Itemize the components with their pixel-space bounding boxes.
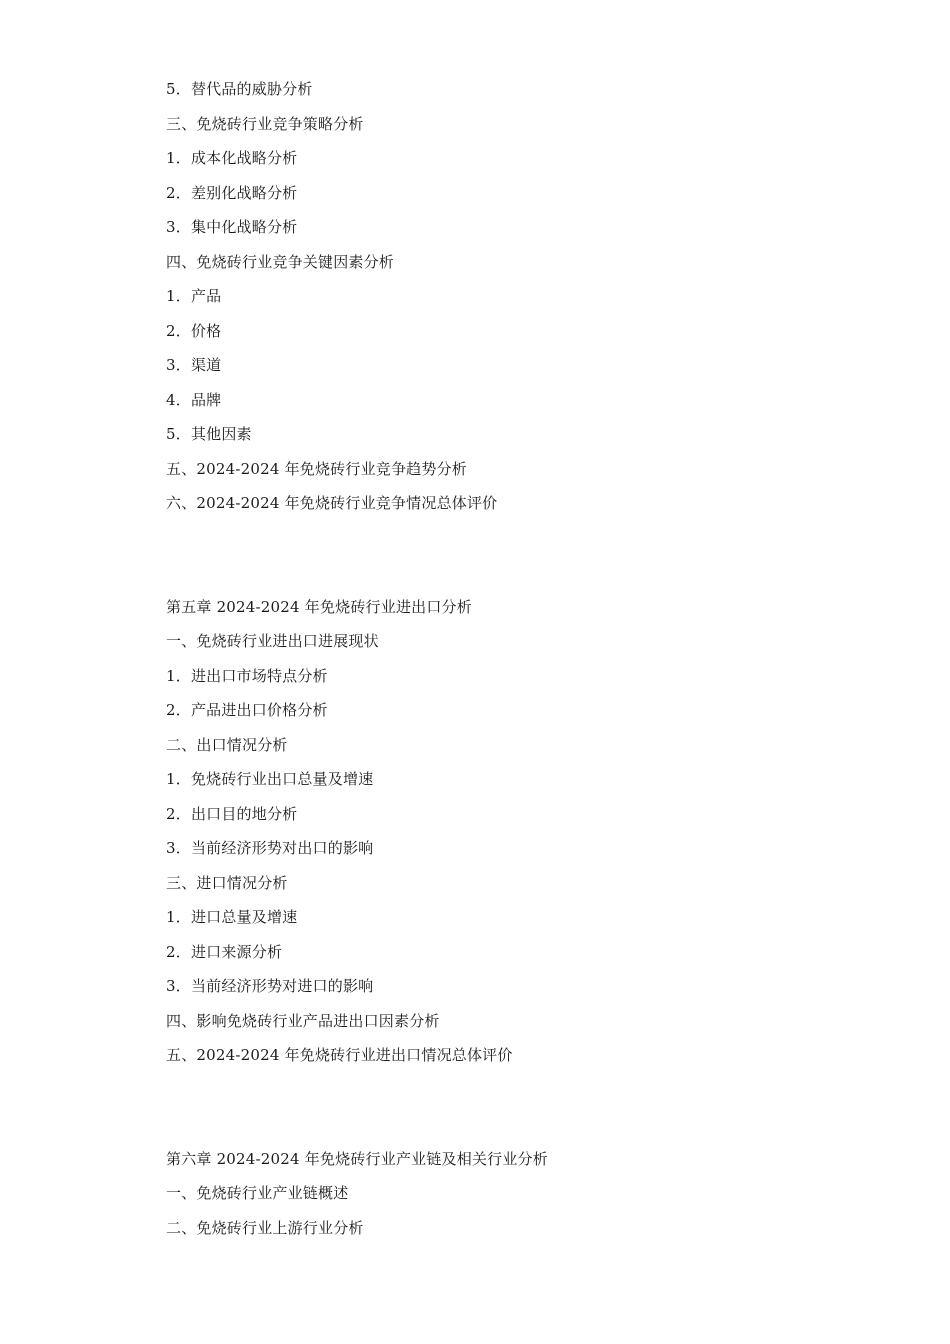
toc-line: 2．产品进出口价格分析 <box>166 701 328 719</box>
toc-section-heading: 二、出口情况分析 <box>166 736 288 754</box>
toc-section-heading: 二、免烧砖行业上游行业分析 <box>166 1219 364 1237</box>
toc-section-heading: 五、2024-2024 年免烧砖行业进出口情况总体评价 <box>166 1046 513 1064</box>
toc-line: 2．出口目的地分析 <box>166 805 298 823</box>
toc-line: 1．产品 <box>166 287 222 305</box>
toc-section-heading: 三、进口情况分析 <box>166 874 288 892</box>
toc-line: 3．当前经济形势对进口的影响 <box>166 977 374 995</box>
toc-section-heading: 六、2024-2024 年免烧砖行业竞争情况总体评价 <box>166 494 498 512</box>
toc-section-heading: 三、免烧砖行业竞争策略分析 <box>166 115 364 133</box>
toc-line: 2．差别化战略分析 <box>166 184 298 202</box>
toc-line: 5．替代品的威胁分析 <box>166 80 313 98</box>
toc-section-heading: 一、免烧砖行业产业链概述 <box>166 1184 349 1202</box>
toc-chapter-heading: 第六章 2024-2024 年免烧砖行业产业链及相关行业分析 <box>166 1150 548 1168</box>
toc-line: 1．进出口市场特点分析 <box>166 667 328 685</box>
toc-section-heading: 四、免烧砖行业竞争关键因素分析 <box>166 253 395 271</box>
toc-line: 4．品牌 <box>166 391 222 409</box>
toc-line: 1．成本化战略分析 <box>166 149 298 167</box>
toc-line: 3．当前经济形势对出口的影响 <box>166 839 374 857</box>
toc-line: 1．进口总量及增速 <box>166 908 298 926</box>
toc-line: 5．其他因素 <box>166 425 252 443</box>
toc-section-heading: 一、免烧砖行业进出口进展现状 <box>166 632 379 650</box>
toc-line: 3．渠道 <box>166 356 222 374</box>
toc-line: 1．免烧砖行业出口总量及增速 <box>166 770 374 788</box>
toc-chapter-heading: 第五章 2024-2024 年免烧砖行业进出口分析 <box>166 598 472 616</box>
toc-section-heading: 五、2024-2024 年免烧砖行业竞争趋势分析 <box>166 460 467 478</box>
toc-line: 3．集中化战略分析 <box>166 218 298 236</box>
toc-line: 2．进口来源分析 <box>166 943 283 961</box>
toc-section-heading: 四、影响免烧砖行业产品进出口因素分析 <box>166 1012 440 1030</box>
toc-line: 2．价格 <box>166 322 222 340</box>
